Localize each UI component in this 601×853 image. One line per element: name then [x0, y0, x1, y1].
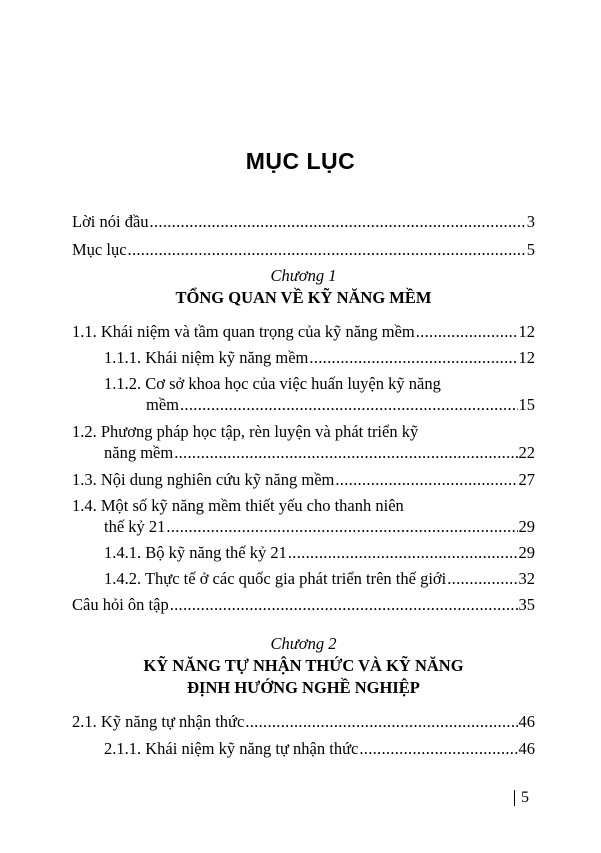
toc-entry-1-3[interactable]	[72, 470, 535, 490]
toc-entry-label: năng mềm	[104, 443, 174, 462]
chapter-2-title-line1: KỸ NĂNG TỰ NHẬN THỨC VÀ KỸ NĂNG	[143, 656, 464, 675]
toc-entry-contents[interactable]	[72, 240, 535, 260]
toc-entry-label: 1.3. Nội dung nghiên cứu kỹ năng mềm	[72, 470, 335, 489]
toc-entry-page: 27	[518, 470, 535, 489]
toc-entry-1-4-2[interactable]	[104, 569, 535, 589]
toc-entry-1-4[interactable]	[104, 517, 535, 537]
chapter-1-title: TỔNG QUAN VỀ KỸ NĂNG MỀM	[175, 288, 432, 307]
toc-entry-label: 1.4.2. Thực tế ở các quốc gia phát triển trên thế giới	[104, 569, 447, 588]
dot-leader	[128, 240, 526, 260]
toc-entry-1-4-line1[interactable]: 1.4. Một số kỹ năng mềm thiết yếu cho thanh niên	[72, 496, 404, 515]
toc-entry-label: thế kỷ 21	[104, 517, 166, 536]
toc-entry-page: 29	[518, 543, 535, 562]
toc-entry-page: 3	[526, 212, 535, 231]
toc-entry-page: 46	[518, 712, 535, 731]
toc-entry-1-1-2-line1[interactable]: 1.1.2. Cơ sở khoa học của việc huấn luyện kỹ năng	[104, 374, 441, 393]
chapter-2-label: Chương 2	[270, 634, 337, 653]
page-number: 5	[514, 790, 529, 806]
toc-entry-label: Câu hỏi ôn tập	[72, 595, 169, 614]
dot-leader	[309, 348, 517, 368]
toc-entry-page: 15	[518, 395, 535, 414]
toc-entry-1-4-1[interactable]	[104, 543, 535, 563]
toc-entry-1-2-line1[interactable]: 1.2. Phương pháp học tập, rèn luyện và phát triển kỹ	[72, 422, 419, 441]
toc-entry-page: 5	[526, 240, 535, 259]
toc-entry-page: 12	[518, 348, 535, 367]
toc-entry-foreword[interactable]	[72, 212, 535, 232]
toc-entry-page: 46	[518, 739, 535, 758]
toc-entry-1-2[interactable]	[104, 443, 535, 463]
chapter-2-title-line2: ĐỊNH HƯỚNG NGHỀ NGHIỆP	[187, 678, 420, 697]
toc-entry-label: 2.1.1. Khái niệm kỹ năng tự nhận thức	[104, 739, 359, 758]
toc-entry-page: 35	[518, 595, 535, 614]
toc-entry-2-1-1[interactable]	[104, 739, 535, 759]
dot-leader	[180, 395, 518, 415]
toc-entry-label: 1.4.1. Bộ kỹ năng thế kỷ 21	[104, 543, 287, 562]
toc-entry-1-1[interactable]	[72, 322, 535, 342]
dot-leader	[359, 739, 517, 759]
dot-leader	[447, 569, 517, 589]
dot-leader	[416, 322, 518, 342]
toc-entry-page: 32	[518, 569, 535, 588]
toc-entry-label: Lời nói đầu	[72, 212, 149, 231]
dot-leader	[170, 595, 518, 615]
toc-entry-page: 22	[518, 443, 535, 462]
toc-entry-label: 1.1. Khái niệm và tầm quan trọng của kỹ năng mềm	[72, 322, 415, 341]
chapter-1-label: Chương 1	[270, 266, 337, 285]
toc-entry-1-1-2[interactable]	[146, 395, 535, 415]
toc-entry-1-1-1[interactable]	[104, 348, 535, 368]
dot-leader	[335, 470, 517, 490]
dot-leader	[245, 712, 517, 732]
toc-entry-label: mềm	[146, 395, 179, 414]
dot-leader	[166, 517, 517, 537]
toc-entry-review-questions[interactable]	[72, 595, 535, 615]
dot-leader	[174, 443, 517, 463]
dot-leader	[288, 543, 518, 563]
toc-entry-label: 1.1.1. Khái niệm kỹ năng mềm	[104, 348, 309, 367]
toc-entry-page: 29	[518, 517, 535, 536]
toc-entry-label: Mục lục	[72, 240, 127, 259]
toc-entry-label: 2.1. Kỹ năng tự nhận thức	[72, 712, 245, 731]
toc-entry-2-1[interactable]	[72, 712, 535, 732]
dot-leader	[150, 212, 526, 232]
toc-entry-page: 12	[518, 322, 535, 341]
page-title: MỤC LỤC	[245, 148, 356, 174]
